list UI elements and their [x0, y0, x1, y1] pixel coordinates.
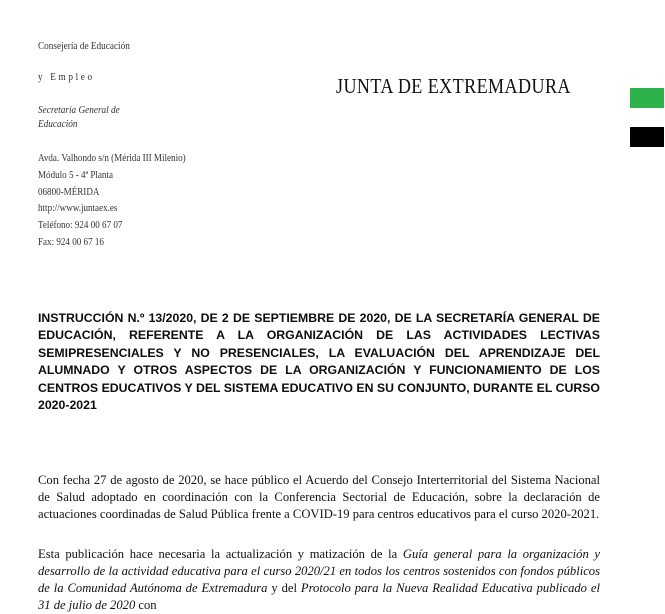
paragraph-2-part1: Esta publicación hace necesaria la actualización y matización de la: [38, 547, 403, 561]
paragraph-2-part3: con: [135, 598, 157, 612]
guia-general-reference: Guía general para la organización y desarrollo de la actividad educativa para el curso 2020/21 en todos los centros sostenidos con fondos públicos de la Comunidad Autónoma de Extremadura: [38, 547, 601, 595]
address-street: Avda. Valhondo s/n (Mérida III Milenio): [38, 153, 186, 164]
junta-extremadura-logo: JUNTA DE EXTREMADURA: [336, 74, 571, 98]
paragraph-1-text: Con fecha 27 de agosto de 2020, se hace público el Acuerdo del Consejo Interterritorial del Sistema Nacional de Salud adoptado en coordinación con la Conferencia Sectorial de Educación, sobre la declaración de actuaciones coordinadas de Salud Pública frente a COVID-19 para centros educativos para el curso 2020-2021.: [38, 473, 600, 521]
department-name-line1: Consejería de Educación: [38, 41, 130, 52]
address-module: Módulo 5 - 4ª Planta: [38, 169, 113, 181]
document-title: INSTRUCCIÓN N.º 13/2020, DE 2 DE SEPTIEMBRE DE 2020, DE LA SECRETARÍA GENERAL DE EDUCACIÓN, REFERENTE A LA ORGANIZACIÓN DE LAS ACTIVIDADES LECTIVAS SEMIPRESENCIALES Y NO PRESENCIALES, LA EVALUACIÓN DEL APRENDIZAJE DEL ALUMNADO Y OTROS ASPECTOS DE LA ORGANIZACIÓN Y FUNCIONAMIENTO DE LOS CENTROS EDUCATIVOS Y DEL SISTEMA EDUCATIVO EN SU CONJUNTO, DURANTE EL CURSO 2020-2021: [38, 311, 600, 413]
address-block: [38, 151, 268, 252]
secretariat-name-line1: Secretaría General de: [38, 105, 120, 116]
address-phone: Teléfono: 924 00 67 07: [38, 220, 123, 232]
address-postcode: 06800-MÉRIDA: [38, 186, 100, 198]
protocolo-reference: Protocolo para la Nueva Realidad Educativa publicado el 31 de julio de 2020: [38, 581, 600, 612]
secretariat-name-line2: Educación: [38, 119, 78, 130]
body-paragraph-1: [38, 472, 600, 523]
sender-header: [38, 40, 268, 252]
department-name-line2: y Empleo: [38, 72, 95, 83]
address-website: http://www.juntaex.es: [38, 203, 118, 215]
address-fax: Fax: 924 00 67 16: [38, 236, 104, 248]
paragraph-2-part2: y del: [267, 581, 301, 595]
body-paragraph-2: [38, 546, 600, 614]
flag-black-stripe: [630, 127, 664, 147]
paragraph-2-text: [38, 546, 600, 614]
flag-green-stripe: [630, 88, 664, 108]
